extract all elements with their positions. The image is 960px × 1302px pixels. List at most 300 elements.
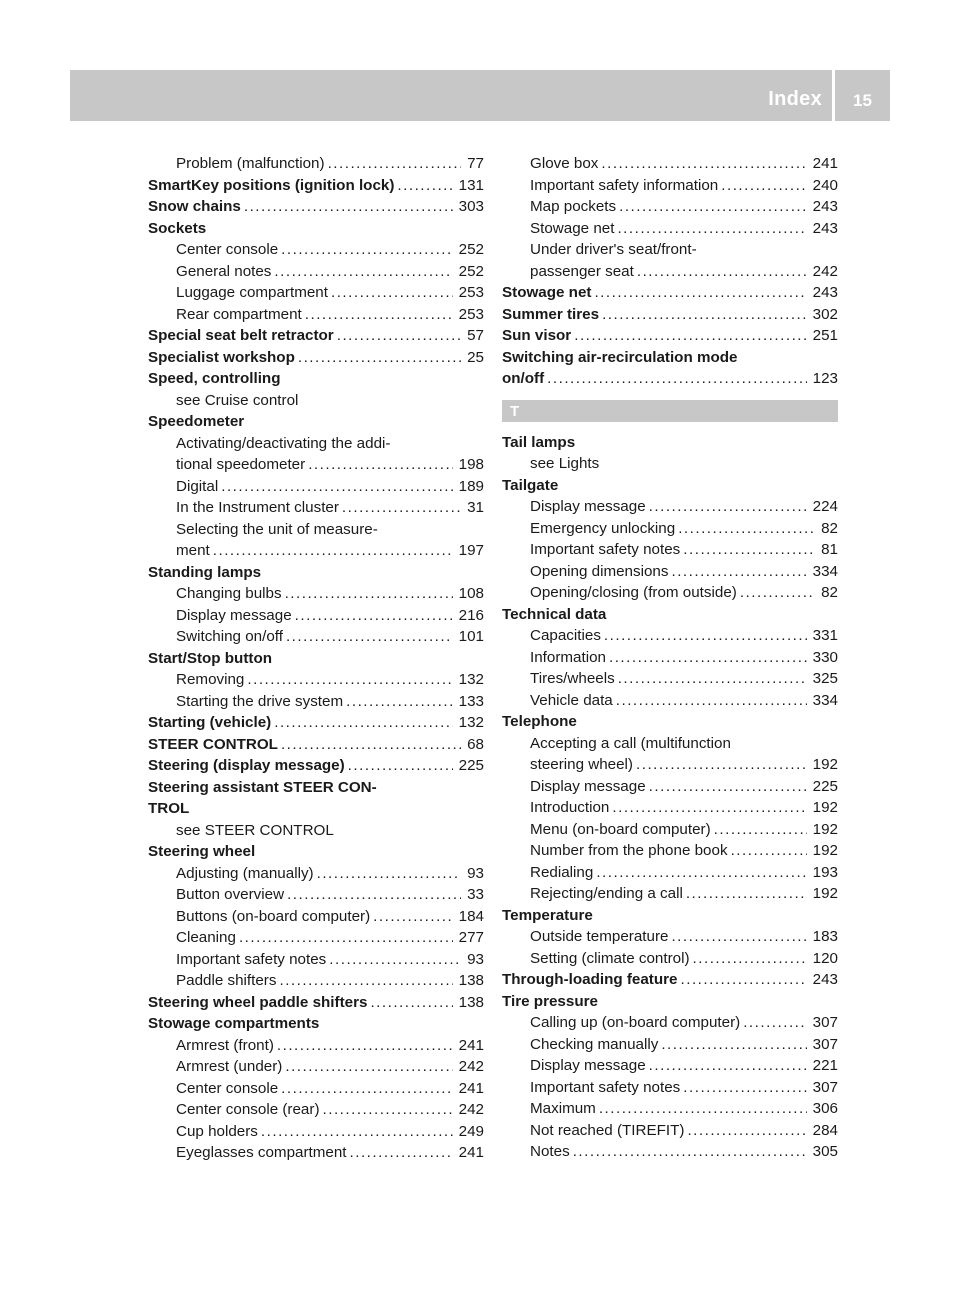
entry-page-number[interactable]: 331 — [812, 627, 838, 644]
index-entry-link[interactable] — [148, 992, 484, 1014]
index-entry-link[interactable] — [148, 691, 484, 713]
entry-page-number[interactable]: 302 — [812, 305, 838, 323]
index-entry-link[interactable] — [502, 690, 838, 712]
entry-page-number[interactable]: 31 — [467, 499, 484, 516]
dot-leader — [604, 625, 807, 647]
dot-leader — [373, 906, 452, 928]
dot-leader — [328, 153, 462, 175]
index-entry-link[interactable] — [502, 625, 838, 647]
index-entry-link[interactable] — [502, 647, 838, 669]
entry-label: Armrest (front) — [176, 1036, 274, 1054]
entry-label: Speedometer — [148, 413, 245, 430]
entry-label: see Lights — [530, 455, 600, 472]
index-entry-link[interactable] — [502, 496, 838, 518]
entry-label: on/off — [502, 370, 545, 387]
entry-label: Start/Stop button — [148, 649, 273, 667]
dot-leader — [317, 863, 462, 885]
index-entry-link[interactable] — [502, 754, 838, 776]
entry-label: Starting (vehicle) — [148, 714, 272, 731]
entry-label: Under driver's seat/front- — [530, 241, 697, 258]
dot-leader — [221, 476, 452, 498]
index-entry-link[interactable] — [502, 325, 838, 347]
index-entry-link[interactable] — [148, 583, 484, 605]
entry-label: Display message — [176, 606, 292, 624]
index-entry-link[interactable] — [502, 282, 838, 304]
dot-leader — [661, 1034, 806, 1056]
dot-leader — [547, 368, 806, 390]
entry-page-number[interactable]: 192 — [812, 799, 838, 816]
dot-leader — [618, 668, 807, 690]
page-number: 15 — [835, 70, 890, 121]
entry-label: Switching on/off — [176, 628, 283, 645]
entry-label: Snow chains — [148, 198, 241, 215]
entry-page-number[interactable]: 192 — [812, 842, 838, 859]
entry-page-number[interactable]: 25 — [467, 348, 484, 366]
dot-leader — [244, 196, 453, 218]
entry-page-number[interactable]: 277 — [458, 929, 484, 946]
entry-page-number[interactable]: 249 — [458, 1122, 484, 1140]
entry-label: Sun visor — [502, 327, 572, 344]
dot-leader — [350, 1142, 453, 1164]
index-entry-link[interactable] — [502, 969, 838, 991]
entry-label: Summer tires — [502, 305, 600, 323]
dot-leader — [574, 325, 806, 347]
index-entry-link[interactable] — [502, 1141, 838, 1163]
entry-label: Technical data — [502, 605, 607, 623]
index-entry-link[interactable] — [148, 1078, 484, 1100]
entry-page-number[interactable]: 243 — [812, 219, 838, 237]
index-entry-heading — [148, 411, 484, 433]
entry-page-number[interactable]: 93 — [467, 950, 484, 968]
entry-label: Opening/closing (from outside) — [530, 584, 737, 601]
index-entry-link[interactable] — [502, 926, 838, 948]
entry-page-number[interactable]: 241 — [458, 1079, 484, 1097]
index-entry-link[interactable] — [502, 539, 838, 561]
index-entry-heading — [148, 820, 484, 842]
entry-page-number[interactable]: 77 — [467, 155, 484, 172]
entry-page-number[interactable]: 225 — [458, 757, 484, 774]
dot-leader — [285, 1056, 452, 1078]
dot-leader — [596, 862, 806, 884]
index-entry-link[interactable] — [148, 175, 484, 197]
entry-label: Telephone — [502, 713, 577, 730]
entry-page-number[interactable]: 307 — [812, 1035, 838, 1053]
entry-page-number[interactable]: 251 — [812, 327, 838, 344]
entry-label: passenger seat — [530, 262, 634, 280]
entry-page-number[interactable]: 132 — [458, 671, 484, 688]
index-entry-link[interactable] — [148, 282, 484, 304]
dot-leader — [298, 347, 461, 369]
entry-page-number[interactable]: 307 — [812, 1078, 838, 1096]
index-entry-heading — [148, 1013, 484, 1035]
entry-page-number[interactable]: 192 — [812, 820, 838, 838]
entry-label: Display message — [530, 1057, 646, 1074]
dot-leader — [261, 1121, 453, 1143]
index-entry-link[interactable] — [148, 626, 484, 648]
dot-leader — [743, 1012, 806, 1034]
entry-page-number[interactable]: 192 — [812, 756, 838, 773]
dot-leader — [370, 992, 452, 1014]
dot-leader — [274, 712, 452, 734]
index-entry-link[interactable] — [502, 368, 838, 390]
index-entry-link[interactable] — [502, 840, 838, 862]
entry-page-number[interactable]: 197 — [458, 542, 484, 559]
dot-leader — [649, 496, 807, 518]
entry-label: Setting (climate control) — [530, 949, 690, 967]
dot-leader — [599, 1098, 807, 1120]
index-entry-link[interactable] — [148, 239, 484, 261]
index-entry-link[interactable] — [502, 196, 838, 218]
index-entry-heading — [148, 218, 484, 240]
entry-label: Paddle shifters — [176, 972, 277, 989]
entry-page-number[interactable]: 82 — [821, 519, 838, 537]
index-entry-link[interactable] — [148, 497, 484, 519]
index-entry-link[interactable] — [148, 755, 484, 777]
index-entry-link[interactable] — [502, 776, 838, 798]
entry-label: see Cruise control — [176, 391, 299, 409]
entry-label: Eyeglasses compartment — [176, 1144, 347, 1161]
entry-label: Buttons (on-board computer) — [176, 907, 371, 925]
index-entry-link[interactable] — [502, 582, 838, 604]
index-entry-link[interactable] — [502, 218, 838, 240]
index-list-t — [502, 432, 838, 1163]
entry-page-number[interactable]: 221 — [812, 1057, 838, 1074]
index-entry-link[interactable] — [502, 948, 838, 970]
entry-page-number[interactable]: 192 — [812, 885, 838, 902]
entry-page-number[interactable]: 243 — [812, 971, 838, 988]
entry-label: Important safety notes — [176, 950, 327, 968]
dot-leader — [305, 304, 453, 326]
index-entry-link[interactable] — [502, 1098, 838, 1120]
dot-leader — [287, 884, 461, 906]
entry-page-number[interactable]: 184 — [458, 907, 484, 925]
index-entry-link[interactable] — [148, 476, 484, 498]
dot-leader — [286, 626, 453, 648]
index-entry-link[interactable] — [148, 304, 484, 326]
dot-leader — [601, 153, 806, 175]
index-entry-heading — [502, 432, 838, 454]
entry-label: Selecting the unit of measure- — [176, 520, 378, 538]
index-entry-heading — [148, 777, 484, 799]
dot-leader — [285, 583, 453, 605]
dot-leader — [714, 819, 807, 841]
entry-label: Luggage compartment — [176, 284, 328, 301]
entry-label: Redialing — [530, 863, 594, 881]
index-entry-link[interactable] — [502, 261, 838, 283]
dot-leader — [337, 325, 461, 347]
entry-page-number[interactable]: 138 — [458, 972, 484, 989]
dot-leader — [740, 582, 815, 604]
entry-label: Opening dimensions — [530, 562, 669, 580]
dot-leader — [683, 1077, 806, 1099]
section-letter: T — [510, 402, 520, 420]
entry-label: Center console — [176, 1079, 279, 1097]
dot-leader — [609, 647, 807, 669]
entry-page-number[interactable]: 123 — [812, 370, 838, 387]
entry-page-number[interactable]: 225 — [812, 777, 838, 795]
entry-label: Center console (rear) — [176, 1101, 320, 1118]
index-entry-link[interactable] — [148, 949, 484, 971]
entry-label: Important safety notes — [530, 541, 681, 558]
dot-leader — [346, 691, 453, 713]
dot-leader — [281, 1078, 453, 1100]
entry-label: Display message — [530, 498, 646, 515]
entry-label: Stowage compartments — [148, 1015, 320, 1032]
index-entry-link[interactable] — [502, 1034, 838, 1056]
index-entry-link[interactable] — [148, 1142, 484, 1164]
index-entry-link[interactable] — [148, 540, 484, 562]
entry-page-number[interactable]: 325 — [812, 670, 838, 687]
index-entry-link[interactable] — [148, 153, 484, 175]
entry-page-number[interactable]: 101 — [458, 628, 484, 645]
dot-leader — [295, 605, 453, 627]
dot-leader — [681, 969, 807, 991]
entry-label: Stowage net — [530, 219, 615, 237]
entry-page-number[interactable]: 224 — [812, 498, 838, 515]
entry-label: Vehicle data — [530, 691, 613, 709]
entry-label: Information — [530, 648, 606, 666]
dot-leader — [247, 669, 452, 691]
dot-leader — [277, 1035, 453, 1057]
entry-label: see STEER CONTROL — [176, 821, 334, 839]
entry-page-number[interactable]: 242 — [458, 1058, 484, 1075]
index-entry-link[interactable] — [502, 561, 838, 583]
index-entry-link[interactable] — [502, 304, 838, 326]
entry-page-number[interactable]: 93 — [467, 864, 484, 882]
index-entry-link[interactable] — [148, 712, 484, 734]
index-entry-link[interactable] — [502, 153, 838, 175]
dot-leader — [281, 734, 461, 756]
entry-label: tional speedometer — [176, 456, 306, 473]
index-entry-link[interactable] — [502, 668, 838, 690]
entry-label: Steering assistant STEER CON- — [148, 778, 377, 796]
index-entry-heading — [502, 905, 838, 927]
entry-label: Switching air-recirculation mode — [502, 348, 738, 366]
entry-page-number[interactable]: 68 — [467, 735, 484, 753]
entry-page-number[interactable]: 243 — [812, 198, 838, 215]
entry-page-number[interactable]: 253 — [458, 305, 484, 323]
entry-label: Number from the phone book — [530, 842, 728, 859]
entry-label: Glove box — [530, 155, 599, 172]
dot-leader — [239, 927, 453, 949]
entry-page-number[interactable]: 241 — [812, 155, 838, 172]
dot-leader — [612, 797, 806, 819]
entry-label: Digital — [176, 477, 219, 495]
entry-page-number[interactable]: 189 — [458, 477, 484, 495]
entry-label: Standing lamps — [148, 563, 262, 581]
entry-label: Introduction — [530, 799, 610, 816]
index-entry-heading — [148, 798, 484, 820]
dot-leader — [637, 261, 807, 283]
index-entry-heading — [502, 711, 838, 733]
index-entry-link[interactable] — [148, 347, 484, 369]
entry-page-number[interactable]: 242 — [812, 262, 838, 280]
entry-label: Outside temperature — [530, 928, 669, 945]
dot-leader — [594, 282, 806, 304]
index-entry-heading — [502, 475, 838, 497]
entry-page-number[interactable]: 284 — [812, 1121, 838, 1139]
entry-label: Rejecting/ending a call — [530, 885, 683, 902]
entry-label: Changing bulbs — [176, 585, 282, 602]
dot-leader — [693, 948, 807, 970]
dot-leader — [649, 776, 807, 798]
dot-leader — [683, 539, 815, 561]
index-entry-link[interactable] — [502, 175, 838, 197]
index-entry-link[interactable] — [148, 734, 484, 756]
entry-label: Adjusting (manually) — [176, 864, 314, 882]
entry-page-number[interactable]: 243 — [812, 284, 838, 301]
index-entry-link[interactable] — [148, 863, 484, 885]
dot-leader — [721, 175, 806, 197]
entry-label: Important safety information — [530, 176, 719, 194]
entry-label: Menu (on-board computer) — [530, 820, 711, 838]
entry-label: Button overview — [176, 886, 285, 903]
entry-label: Display message — [530, 777, 646, 795]
dot-leader — [323, 1099, 453, 1121]
entry-page-number[interactable]: 120 — [812, 949, 838, 967]
index-entry-link[interactable] — [148, 1035, 484, 1057]
index-entry-link[interactable] — [148, 906, 484, 928]
entry-page-number[interactable]: 82 — [821, 584, 838, 601]
index-entry-link[interactable] — [148, 605, 484, 627]
entry-page-number[interactable]: 253 — [458, 284, 484, 301]
entry-label: Special seat belt retractor — [148, 327, 334, 344]
entry-page-number[interactable]: 216 — [458, 606, 484, 624]
entry-page-number[interactable]: 241 — [458, 1144, 484, 1161]
dot-leader — [274, 261, 452, 283]
dot-leader — [397, 175, 452, 197]
index-entry-link[interactable] — [502, 1120, 838, 1142]
entry-label: Accepting a call (multifunction — [530, 734, 731, 752]
entry-label: Temperature — [502, 906, 593, 924]
index-entry-link[interactable] — [148, 669, 484, 691]
entry-label: Calling up (on-board computer) — [530, 1014, 741, 1031]
entry-label: Through-loading feature — [502, 971, 678, 988]
entry-page-number[interactable]: 307 — [812, 1014, 838, 1031]
entry-label: Important safety notes — [530, 1078, 681, 1096]
entry-page-number[interactable]: 242 — [458, 1101, 484, 1118]
entry-label: Tire pressure — [502, 992, 598, 1010]
dot-leader — [573, 1141, 807, 1163]
entry-label: Armrest (under) — [176, 1058, 283, 1075]
entry-page-number[interactable]: 33 — [467, 886, 484, 903]
entry-label: Emergency unlocking — [530, 519, 676, 537]
entry-label: Sockets — [148, 219, 207, 237]
section-header-t — [502, 400, 838, 422]
entry-page-number[interactable]: 306 — [812, 1100, 838, 1117]
entry-page-number[interactable]: 132 — [458, 714, 484, 731]
entry-label: Cup holders — [176, 1122, 258, 1140]
entry-page-number[interactable]: 57 — [467, 327, 484, 344]
index-entry-link[interactable] — [148, 1099, 484, 1121]
dot-leader — [213, 540, 453, 562]
entry-page-number[interactable]: 138 — [458, 993, 484, 1011]
entry-page-number[interactable]: 334 — [812, 691, 838, 709]
dot-leader — [636, 754, 807, 776]
dot-leader — [619, 196, 807, 218]
index-entry-link[interactable] — [502, 1077, 838, 1099]
index-entry-link[interactable] — [148, 1121, 484, 1143]
entry-label: Stowage net — [502, 284, 592, 301]
entry-page-number[interactable]: 334 — [812, 562, 838, 580]
index-entry-link[interactable] — [148, 1056, 484, 1078]
entry-label: Speed, controlling — [148, 370, 281, 387]
index-entry-link[interactable] — [148, 325, 484, 347]
entry-page-number[interactable]: 305 — [812, 1143, 838, 1160]
entry-page-number[interactable]: 252 — [458, 262, 484, 280]
index-entry-link[interactable] — [502, 862, 838, 884]
dot-leader — [348, 755, 453, 777]
index-entry-link[interactable] — [148, 196, 484, 218]
entry-label: Activating/deactivating the addi- — [176, 434, 391, 452]
index-entry-link[interactable] — [148, 927, 484, 949]
dot-leader — [649, 1055, 807, 1077]
entry-page-number[interactable]: 133 — [458, 692, 484, 710]
entry-label: Steering wheel — [148, 843, 256, 860]
entry-page-number[interactable]: 240 — [812, 176, 838, 194]
entry-page-number[interactable]: 330 — [812, 648, 838, 666]
index-entry-heading — [148, 841, 484, 863]
entry-label: Map pockets — [530, 198, 617, 215]
entry-page-number[interactable]: 81 — [821, 541, 838, 558]
dot-leader — [687, 1120, 806, 1142]
entry-label: Rear compartment — [176, 305, 302, 323]
index-entry-heading — [148, 390, 484, 412]
entry-label: Starting the drive system — [176, 692, 344, 710]
index-column-left — [148, 153, 484, 1164]
dot-leader — [342, 497, 461, 519]
dot-leader — [331, 282, 453, 304]
index-entry-link[interactable] — [148, 261, 484, 283]
entry-label: Tires/wheels — [530, 670, 615, 687]
index-entry-link[interactable] — [502, 819, 838, 841]
entry-label: Cleaning — [176, 929, 236, 946]
index-entry-heading — [148, 433, 484, 455]
header-bar — [70, 70, 832, 121]
entry-page-number[interactable]: 183 — [812, 928, 838, 945]
index-entry-link[interactable] — [502, 1012, 838, 1034]
dot-leader — [671, 561, 806, 583]
entry-label: Not reached (TIREFIT) — [530, 1121, 685, 1139]
index-entry-link[interactable] — [502, 1055, 838, 1077]
index-entry-link[interactable] — [148, 970, 484, 992]
entry-page-number[interactable]: 241 — [458, 1036, 484, 1054]
entry-page-number[interactable]: 252 — [458, 241, 484, 258]
index-entry-link[interactable] — [502, 883, 838, 905]
entry-label: Steering (display message) — [148, 757, 345, 774]
entry-page-number[interactable]: 198 — [458, 456, 484, 473]
dot-leader — [308, 454, 452, 476]
dot-leader — [329, 949, 461, 971]
index-entry-heading — [502, 453, 838, 475]
entry-label: Steering wheel paddle shifters — [148, 993, 368, 1011]
index-entry-link[interactable] — [148, 884, 484, 906]
index-entry-link[interactable] — [148, 454, 484, 476]
entry-label: Removing — [176, 671, 245, 688]
index-entry-heading — [502, 239, 838, 261]
entry-page-number[interactable]: 108 — [458, 585, 484, 602]
entry-label: ment — [176, 542, 210, 559]
index-entry-heading — [502, 733, 838, 755]
entry-label: TROL — [148, 800, 190, 817]
entry-page-number[interactable]: 193 — [812, 863, 838, 881]
entry-label: Problem (malfunction) — [176, 155, 325, 172]
entry-page-number[interactable]: 303 — [458, 198, 484, 215]
dot-leader — [678, 518, 815, 540]
index-entry-link[interactable] — [502, 518, 838, 540]
entry-page-number[interactable]: 131 — [458, 176, 484, 194]
index-entry-link[interactable] — [502, 797, 838, 819]
